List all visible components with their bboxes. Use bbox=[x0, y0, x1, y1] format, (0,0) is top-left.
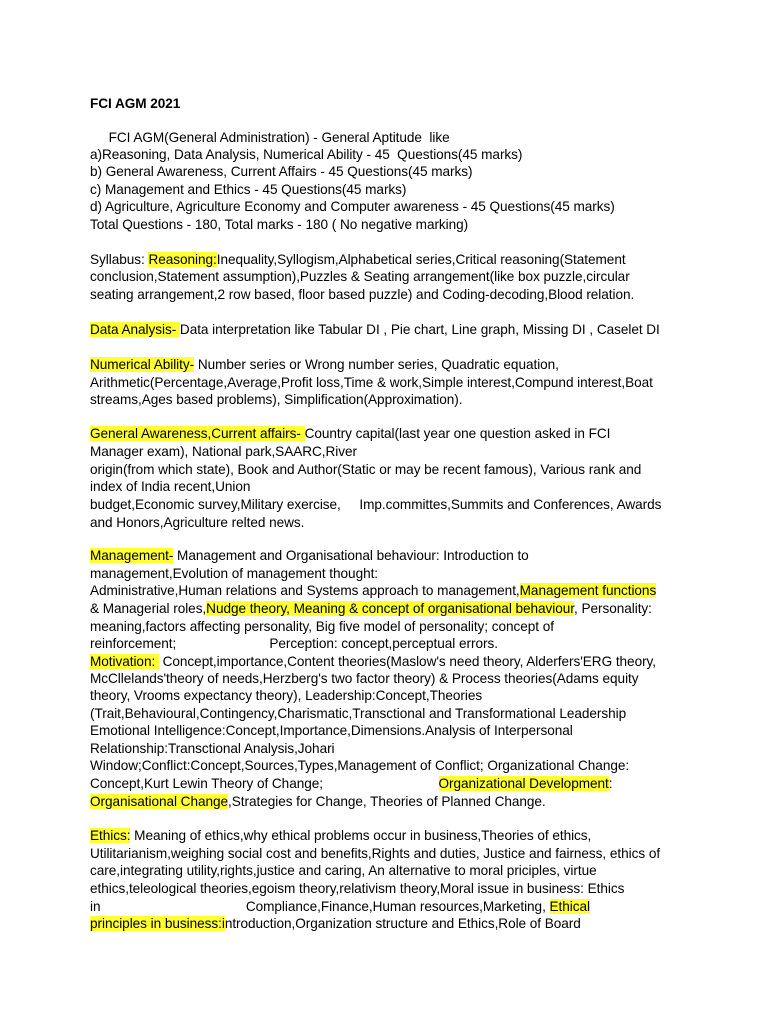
management-line bbox=[90, 775, 612, 792]
ethics-line bbox=[90, 898, 590, 915]
management-line bbox=[90, 600, 652, 617]
management-highlight: Management- bbox=[90, 548, 174, 563]
syllabus-reasoning-line bbox=[90, 251, 626, 268]
ethics-line bbox=[90, 827, 591, 844]
data-analysis-text: Data interpretation like Tabular DI , Pie chart, Line graph, Missing DI , Caselet DI bbox=[179, 322, 660, 337]
management-text: Management and Organisational behaviour: Introduction to bbox=[173, 548, 529, 563]
pattern-line: Total Questions - 180, Total marks - 180 ( No negative marking) bbox=[90, 217, 469, 232]
ethics-text: Meaning of ethics,why ethical problems occur in business,Theories of ethics, bbox=[130, 828, 592, 843]
management-line: theory, Vrooms expectancy theory), Leadership:Concept,Theories bbox=[90, 688, 483, 703]
organisational-change-highlight: Organisational Change bbox=[90, 794, 229, 809]
management-text: Administrative,Human relations and Systems approach to management, bbox=[90, 583, 520, 598]
general-awareness-line: and Honors,Agriculture relted news. bbox=[90, 515, 305, 530]
ethics-line bbox=[90, 915, 581, 932]
nudge-theory-highlight: Nudge theory, Meaning & concept of organisational behaviour bbox=[206, 601, 575, 616]
reasoning-line: conclusion,Statement assumption),Puzzles & Seating arrangement(like box puzzle,circular bbox=[90, 269, 630, 284]
syllabus-prefix: Syllabus: bbox=[90, 252, 149, 267]
numerical-line bbox=[90, 356, 559, 373]
pattern-line: d) Agriculture, Agriculture Economy and Computer awareness - 45 Questions(45 marks) bbox=[90, 199, 615, 214]
management-line bbox=[90, 547, 529, 564]
motivation-highlight: Motivation: bbox=[90, 654, 159, 669]
general-awareness-text: Country capital(last year one question asked in FCI bbox=[304, 426, 611, 441]
management-line: Emotional Intelligence:Concept,Importance,Dimensions.Analysis of Interpersonal bbox=[90, 723, 573, 738]
management-text: : bbox=[608, 776, 613, 791]
ethics-line: ethics,teleological theories,egoism theory,relativism theory,Moral issue in business: Ethics bbox=[90, 881, 625, 896]
pattern-line: a)Reasoning, Data Analysis, Numerical Ability - 45 Questions(45 marks) bbox=[90, 147, 523, 162]
organizational-development-highlight: Organizational Development bbox=[438, 776, 609, 791]
numerical-highlight: Numerical Ability- bbox=[90, 357, 195, 372]
pattern-line: b) General Awareness, Current Affairs - 45 Questions(45 marks) bbox=[90, 164, 473, 179]
numerical-line: streams,Ages based problems), Simplification(Approximation). bbox=[90, 392, 463, 407]
document-title: FCI AGM 2021 bbox=[90, 96, 181, 111]
reasoning-text: Inequality,Syllogism,Alphabetical series,Critical reasoning(Statement bbox=[216, 252, 626, 267]
pattern-line: c) Management and Ethics - 45 Questions(45 marks) bbox=[90, 182, 407, 197]
management-text: & Managerial roles, bbox=[90, 601, 207, 616]
motivation-line bbox=[90, 653, 656, 670]
motivation-text: Concept,importance,Content theories(Maslow's need theory, Alderfers'ERG theory, bbox=[158, 654, 657, 669]
management-functions-highlight: Management functions bbox=[519, 583, 657, 598]
management-line: (Trait,Behavioural,Contingency,Charismatic,Transctional and Transformational Leadership bbox=[90, 706, 627, 721]
reasoning-highlight: Reasoning: bbox=[148, 252, 217, 267]
ethics-line: Utilitarianism,weighing social cost and benefits,Rights and duties, Justice and fairness, ethics of bbox=[90, 846, 661, 861]
intro-line: FCI AGM(General Administration) - General Aptitude like bbox=[90, 130, 450, 145]
general-awareness-line: index of India recent,Union bbox=[90, 479, 251, 494]
numerical-line: Arithmetic(Percentage,Average,Profit loss,Time & work,Simple interest,Compund interest,Boat bbox=[90, 375, 653, 390]
ethics-line: care,integrating utility,rights,justice and caring, An alternative to moral priciples, virtue bbox=[90, 863, 597, 878]
ethics-text: ntroduction,Organization structure and Ethics,Role of Board bbox=[224, 916, 581, 931]
management-line: Window;Conflict:Concept,Sources,Types,Management of Conflict; Organizational Change: bbox=[90, 758, 630, 773]
ethics-text: in Compliance,Finance,Human resources,Marketing, bbox=[90, 899, 550, 914]
general-awareness-line bbox=[90, 425, 610, 442]
management-line bbox=[90, 793, 546, 810]
general-awareness-line: Manager exam), National park,SAARC,River bbox=[90, 444, 357, 459]
management-line: McCllelands'theory of needs,Herzberg's two factor theory) & Process theories(Adams equity bbox=[90, 671, 639, 686]
ethical-principles-highlight: principles in business:i bbox=[90, 916, 225, 931]
numerical-text: Number series or Wrong number series, Quadratic equation, bbox=[194, 357, 559, 372]
management-line: reinforcement; Perception: concept,perceptual errors. bbox=[90, 636, 498, 651]
management-text: ,Strategies for Change, Theories of Planned Change. bbox=[228, 794, 546, 809]
management-line bbox=[90, 582, 656, 599]
general-awareness-line: budget,Economic survey,Military exercise, Imp.committes,Summits and Conferences, Awards bbox=[90, 497, 662, 512]
management-text: , Personality: bbox=[574, 601, 652, 616]
management-line: meaning,factors affecting personality, Big five model of personality; concept of bbox=[90, 619, 554, 634]
reasoning-line: seating arrangement,2 row based, floor based puzzle) and Coding-decoding,Blood relation. bbox=[90, 287, 635, 302]
management-text: Concept,Kurt Lewin Theory of Change; bbox=[90, 776, 439, 791]
management-line: Relationship:Transctional Analysis,Johari bbox=[90, 741, 335, 756]
data-analysis-highlight: Data Analysis- bbox=[90, 322, 180, 337]
ethical-highlight: Ethical bbox=[549, 899, 590, 914]
data-analysis-line bbox=[90, 321, 660, 338]
management-line: management,Evolution of management thought: bbox=[90, 566, 379, 581]
general-awareness-highlight: General Awareness,Current affairs- bbox=[90, 426, 305, 441]
general-awareness-line: origin(from which state), Book and Author(Static or may be recent famous), Various rank and bbox=[90, 462, 642, 477]
ethics-highlight: Ethics: bbox=[90, 828, 131, 843]
